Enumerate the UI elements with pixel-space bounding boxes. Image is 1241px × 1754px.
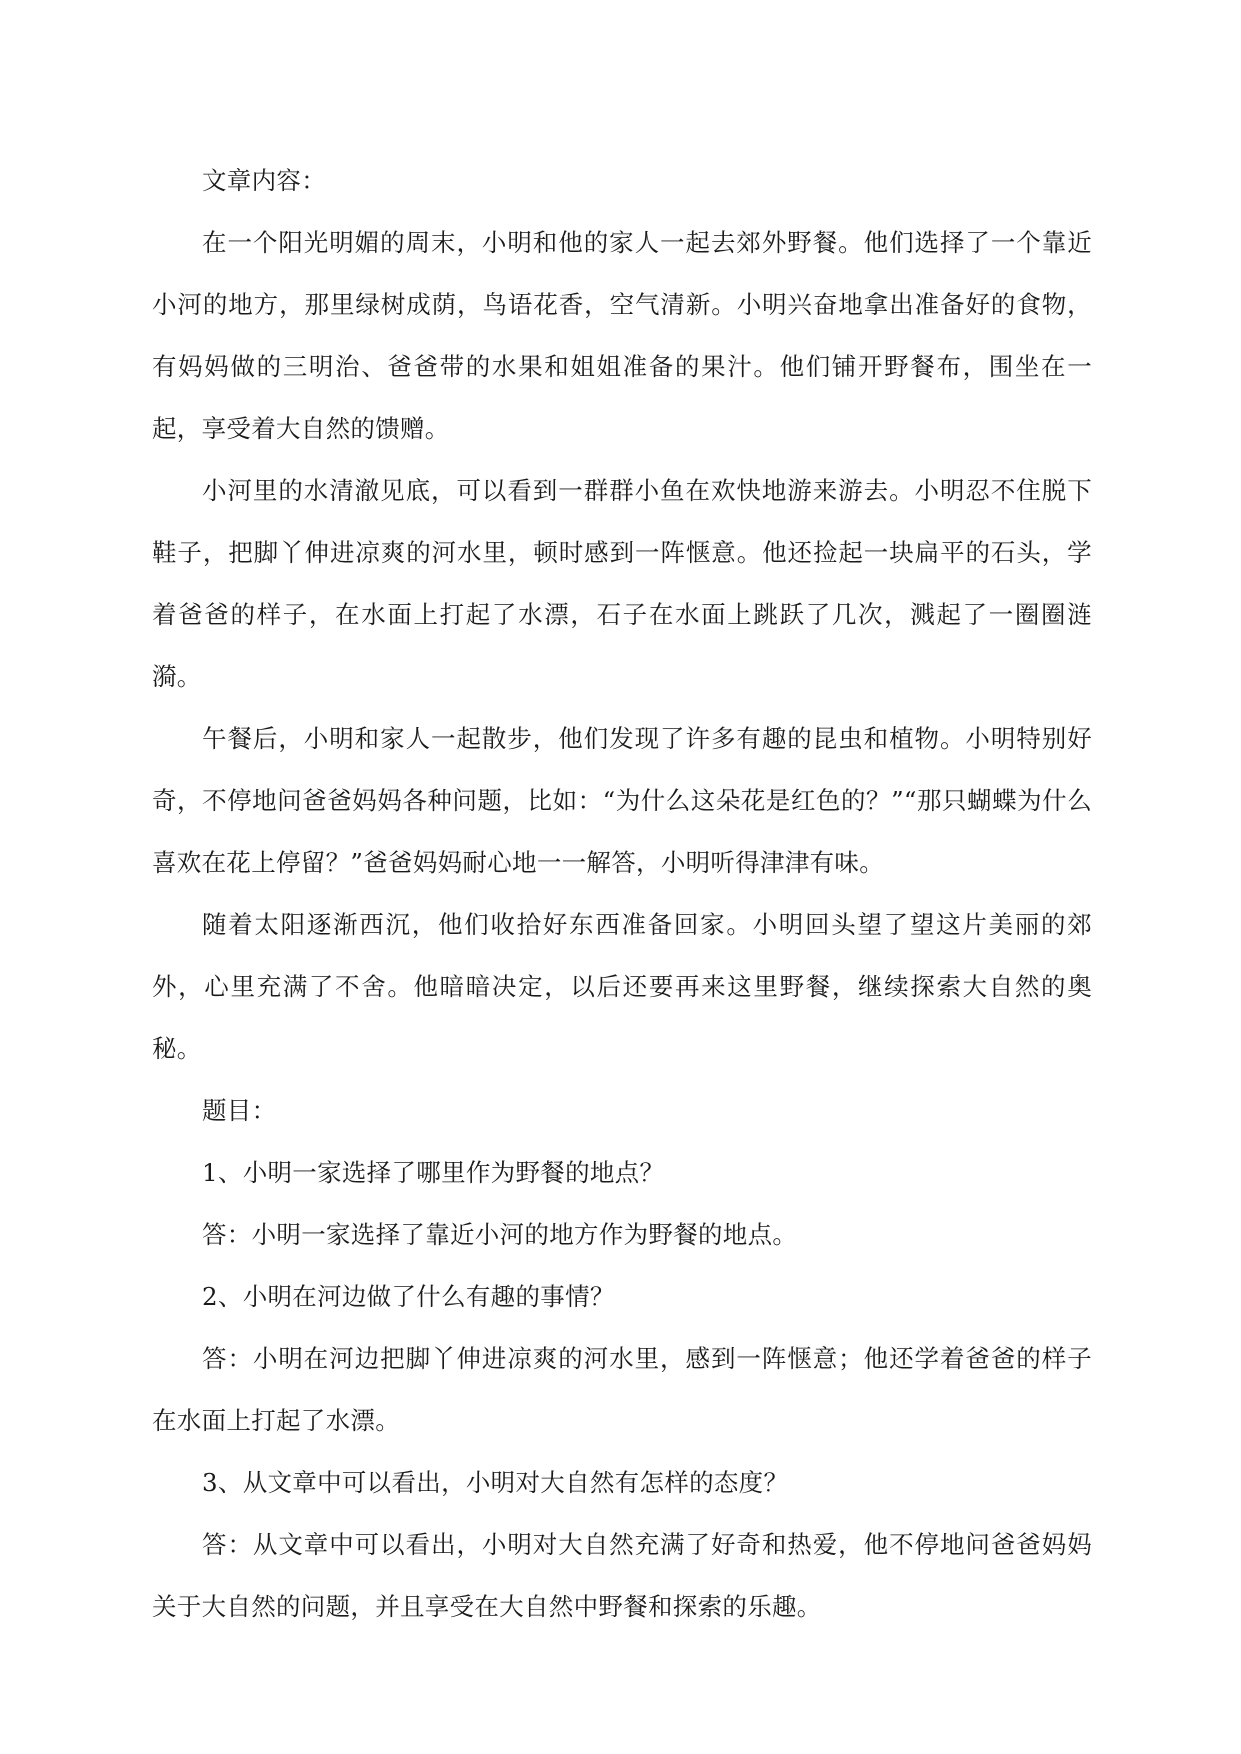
document-body xyxy=(152,150,1092,1638)
article-paragraph-1: 在一个阳光明媚的周末，小明和他的家人一起去郊外野餐。他们选择了一个靠近小河的地方，那里绿树成荫，鸟语花香，空气清新。小明兴奋地拿出准备好的食物，有妈妈做的三明治、爸爸带的水果和姐姐准备的果汁。他们铺开野餐布，围坐在一起，享受着大自然的馈赠。 xyxy=(152,228,1092,443)
article-paragraph-3: 午餐后，小明和家人一起散步，他们发现了许多有趣的昆虫和植物。小明特别好奇，不停地问爸爸妈妈各种问题，比如：“为什么这朵花是红色的？”“那只蝴蝶为什么喜欢在花上停留？”爸爸妈妈耐心地一一解答，小明听得津津有味。 xyxy=(152,724,1092,877)
questions-heading: 题目： xyxy=(202,1096,277,1125)
article-paragraph-4: 随着太阳逐渐西沉，他们收拾好东西准备回家。小明回头望了望这片美丽的郊外，心里充满了不舍。他暗暗决定，以后还要再来这里野餐，继续探索大自然的奥秘。 xyxy=(152,910,1092,1063)
answer-2: 答：小明在河边把脚丫伸进凉爽的河水里，感到一阵惬意；他还学着爸爸的样子在水面上打起了水漂。 xyxy=(152,1344,1092,1435)
question-2: 2、小明在河边做了什么有趣的事情？ xyxy=(202,1282,615,1311)
article-heading: 文章内容： xyxy=(202,166,326,195)
article-paragraph-2: 小河里的水清澈见底，可以看到一群群小鱼在欢快地游来游去。小明忍不住脱下鞋子，把脚丫伸进凉爽的河水里，顿时感到一阵惬意。他还捡起一块扁平的石头，学着爸爸的样子，在水面上打起了水漂，石子在水面上跳跃了几次，溅起了一圈圈涟漪。 xyxy=(152,476,1092,691)
question-3: 3、从文章中可以看出，小明对大自然有怎样的态度？ xyxy=(202,1468,789,1497)
answer-3: 答：从文章中可以看出，小明对大自然充满了好奇和热爱，他不停地问爸爸妈妈关于大自然的问题，并且享受在大自然中野餐和探索的乐趣。 xyxy=(152,1530,1092,1621)
answer-1: 答：小明一家选择了靠近小河的地方作为野餐的地点。 xyxy=(202,1220,798,1249)
question-1: 1、小明一家选择了哪里作为野餐的地点？ xyxy=(202,1158,665,1187)
